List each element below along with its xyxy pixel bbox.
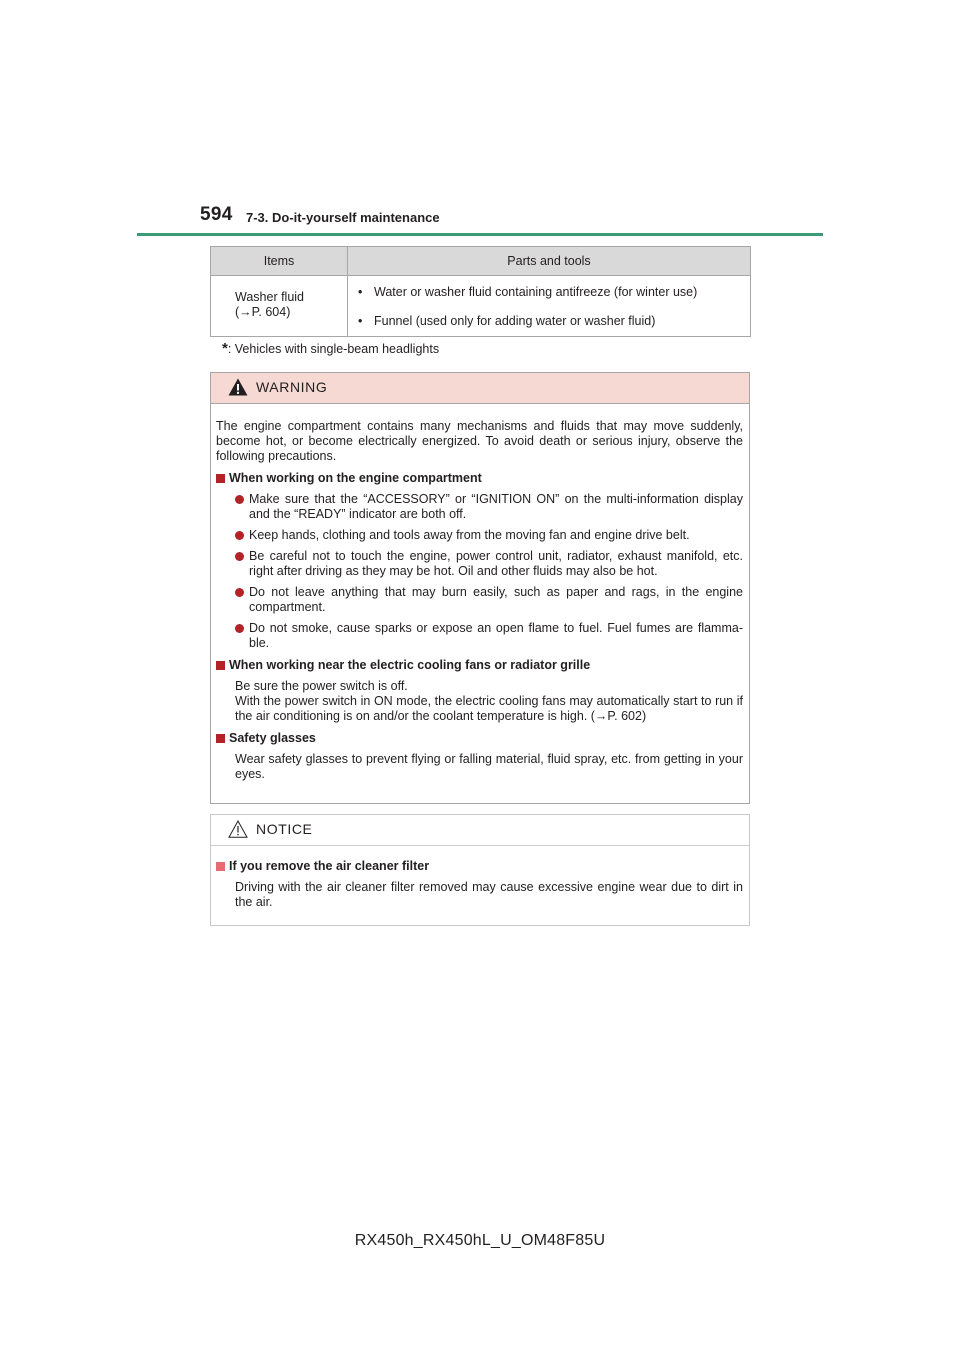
notice-body xyxy=(211,859,749,910)
section-title: 7-3. Do-it-yourself maintenance xyxy=(246,210,440,225)
warning-item: Keep hands, clothing and tools away from the moving fan and engine drive belt. xyxy=(216,528,743,543)
page-number: 594 xyxy=(200,204,233,225)
item-name: Washer fluid xyxy=(235,290,305,304)
warning-item: Make sure that the “ACCESSORY” or “IGNITION ON” on the multi-information display and the “READY” indicator are both off. xyxy=(216,492,743,522)
item-page-ref: (→P. 604) xyxy=(235,305,291,319)
column-header-parts: Parts and tools xyxy=(348,247,751,276)
notice-triangle-icon xyxy=(228,820,248,838)
warning-header xyxy=(211,373,749,404)
notice-subheading: If you remove the air cleaner filter xyxy=(216,859,743,874)
header-rule xyxy=(137,233,823,236)
footnote-text: : Vehicles with single-beam headlights xyxy=(227,342,440,356)
warning-subheading: Safety glasses xyxy=(216,731,743,746)
warning-subheading: When working on the engine compartment xyxy=(216,471,743,486)
parts-cell xyxy=(348,276,751,337)
parts-table xyxy=(210,246,751,337)
parts-bullet: • Funnel (used only for adding water or washer fluid) xyxy=(358,313,750,329)
warning-item: Do not smoke, cause sparks or expose an open flame to fuel. Fuel fumes are flamma-ble. xyxy=(216,621,743,651)
warning-triangle-icon xyxy=(228,378,248,396)
notice-header xyxy=(211,815,749,846)
warning-paragraph: Wear safety glasses to prevent flying or falling material, fluid spray, etc. from getting in your eyes. xyxy=(235,752,743,781)
table-row xyxy=(211,276,751,337)
table-header-row xyxy=(211,247,751,276)
parts-bullet: • Water or washer fluid containing antifreeze (for winter use) xyxy=(358,284,750,300)
warning-box xyxy=(210,372,750,804)
footnote-marker: * xyxy=(222,340,228,357)
column-header-items: Items xyxy=(211,247,348,276)
item-cell xyxy=(211,276,348,337)
document-code: RX450h_RX450hL_U_OM48F85U xyxy=(354,1232,606,1249)
warning-item: Do not leave anything that may burn easily, such as paper and rags, in the engine compartment. xyxy=(216,585,743,615)
warning-intro: The engine compartment contains many mechanisms and fluids that may move suddenly, become hot, or become electrically energized. To avoid death or serious injury, observe the following precautions. xyxy=(216,419,743,463)
warning-label: WARNING xyxy=(256,379,328,395)
notice-box xyxy=(210,814,750,926)
warning-item: Be careful not to touch the engine, power control unit, radiator, exhaust manifold, etc. right after driving as they may be hot. Oil and other fluids may also be hot. xyxy=(216,549,743,579)
warning-subheading: When working near the electric cooling fans or radiator grille xyxy=(216,658,743,673)
notice-label: NOTICE xyxy=(256,821,313,837)
notice-paragraph: Driving with the air cleaner filter removed may cause excessive engine wear due to dirt in the air. xyxy=(235,880,743,909)
warning-paragraph: Be sure the power switch is off. xyxy=(235,679,408,693)
warning-paragraph: With the power switch in ON mode, the electric cooling fans may automatically start to run if the air conditioning is on and/or the coolant temperature is high. (→P. 602) xyxy=(235,694,743,723)
warning-body xyxy=(211,419,749,782)
footnote xyxy=(222,340,439,357)
